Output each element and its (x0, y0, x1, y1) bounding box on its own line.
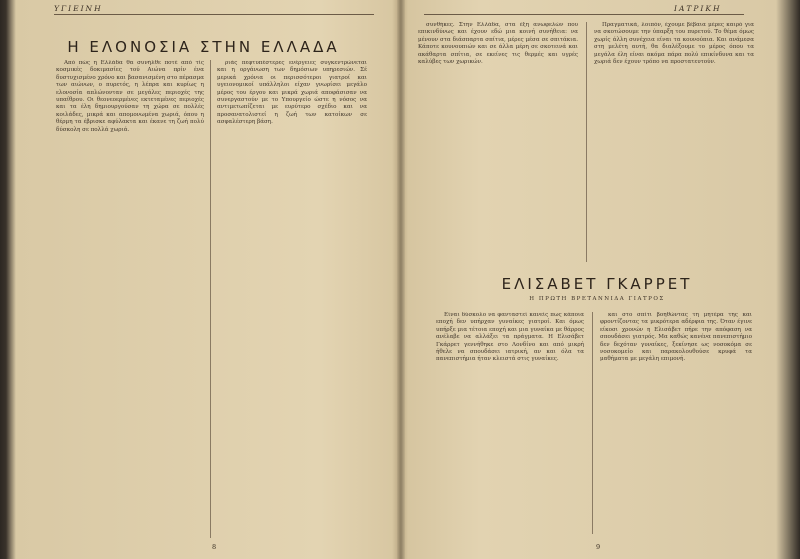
article-column-1 (56, 60, 204, 540)
running-head-left: ΥΓΙΕΙΝΗ (54, 4, 103, 13)
article-paragraph: Πραγματικά, λοιπόν, έχουμε βέβαια μέρες καιρό για να σκοτώσουμε την ύπαρξη του πυρετού. Το θέμα όμως χωρίς άλλη συνέχεια είναι τα κουνούπια. Και ανάμεσα στη μελέτη αυτή, θα διαλέξουμε το μέρος όπου τα μεγάλα έλη είναι ακόμα πάρα πολύ επικίνδυνα και τα χωριά δεν έχουν τρόπο να προστατευτούν. (594, 22, 754, 66)
article-subtitle: Η ΠΡΩΤΗ ΒΡΕΤΑΝΝΙΔΑ ΓΙΑΤΡΟΣ (529, 296, 665, 302)
top-column-1 (418, 22, 578, 267)
column-divider (592, 312, 593, 534)
article-paragraph: συνθήκες. Στην Ελλάδα, στα έξη ανωφελών που επικινδύνως και έχουν εδώ μια κοινή συνήθεια: να μένουν στα διάσπαρτα σπίτια, μέρες μέσα σε σπιτάκια. Κάποτε κουνουπιών και σε άλλα μέρη σε σκοτεινά και ακάθαρτα σπίτια, σε εκείνες τις θερμές και υγρές καλύβες των χωρικών. (418, 22, 578, 66)
page-fold (397, 0, 405, 559)
article-title: Η ΕΛΟΝΟΣΙΑ ΣΤΗΝ ΕΛΛΑΔΑ (67, 38, 340, 56)
page-number-right: 9 (596, 543, 601, 551)
article-paragraph: και στο σπίτι βοηθώντας τη μητέρα της και φροντίζοντας τα μικρότερα αδέρφια της. Όταν έγινε είκοσι χρονών η Ελισάβετ πήρε την απόφαση να σπουδάσει γιατρός. Μα καθώς κανένα πανεπιστήμιο δεν δεχόταν γυναίκες, ξεκίνησε ως νοσοκόμα σε νοσοκομείο και παρακολουθούσε κρυφά τα μαθήματα με μεγάλη επιμονή. (600, 312, 752, 363)
column-divider (210, 60, 211, 538)
right-page (406, 0, 788, 559)
article-column-2 (217, 60, 367, 540)
page-number-left: 8 (212, 543, 217, 551)
article-title: ΕΛΙΣΑΒΕΤ ΓΚΑΡΡΕΤ (501, 275, 693, 293)
bottom-column-1 (436, 312, 584, 537)
article-paragraph: ριάς πεφτυπέστερες ενέργειες συγκεντρώνεται και η οργάνωση των δημόσιων υπηρεσιών. Σέ μερικά χρόνια οι περισσότεροι γιατροί και υγειονομικοί υπάλληλοι είχαν γνωρίσει μεγάλο μέρος του έργου και μικρά χωριά αποφάσισαν να συνεργαστούν με το Υπουργείο ώστε η νόσος να αντιμετωπίζεται με ευρύτερο σχέδιο και να προσανατολιστεί η ζωή των κατοίκων σε ασφαλέστερη βάση. (217, 60, 367, 126)
left-page (12, 0, 395, 559)
running-head-right: ΙΑΤΡΙΚΗ (674, 4, 722, 13)
article-paragraph: Από πώς η Ελλάδα θα συνήλθε ποτέ από τίς κοσμικές δοκιμασίες τού Αιώνα πρίν ένα δυστυχισμένο χρόνο και βασανισμένη στο πέρασμα των αιώνων, ο πυρετός, η λέπρα και κυρίως η ελονοσία απλώνονταν σε μεγάλες περιοχές της υπαίθρου. Οι θεονεοερμένες εκτεταμένες περιοχές και τα έλη δημιουργούσαν τη χώρα σε πολλές κοιλάδες, μικρά και απομονωμένα χωριά, όπου η θέρμη τα έβρισκε αφύλακτα και έκανε τη ζωή πολύ δύσκολη σε πολλά χωριά. (56, 60, 204, 133)
article-paragraph: Είναι δύσκολο να φανταστεί κανείς πως κάποια εποχή δεν υπήρχαν γυναίκες γιατροί. Και όμως υπήρξε μια τέτοια εποχή και μια γυναίκα με θάρρος ανέλαβε να αλλάξει τα πράγματα. Η Ελισάβετ Γκάρρετ γεννήθηκε στο Λονδίνο και από μικρή ήθελε να σπουδάσει ιατρική, αν και όλα τα πανεπιστήμια ήταν κλειστά στις γυναίκες. (436, 312, 584, 363)
column-divider (586, 22, 587, 262)
header-rule (54, 14, 374, 15)
top-column-2 (594, 22, 754, 267)
header-rule (424, 14, 744, 15)
bottom-column-2 (600, 312, 752, 537)
